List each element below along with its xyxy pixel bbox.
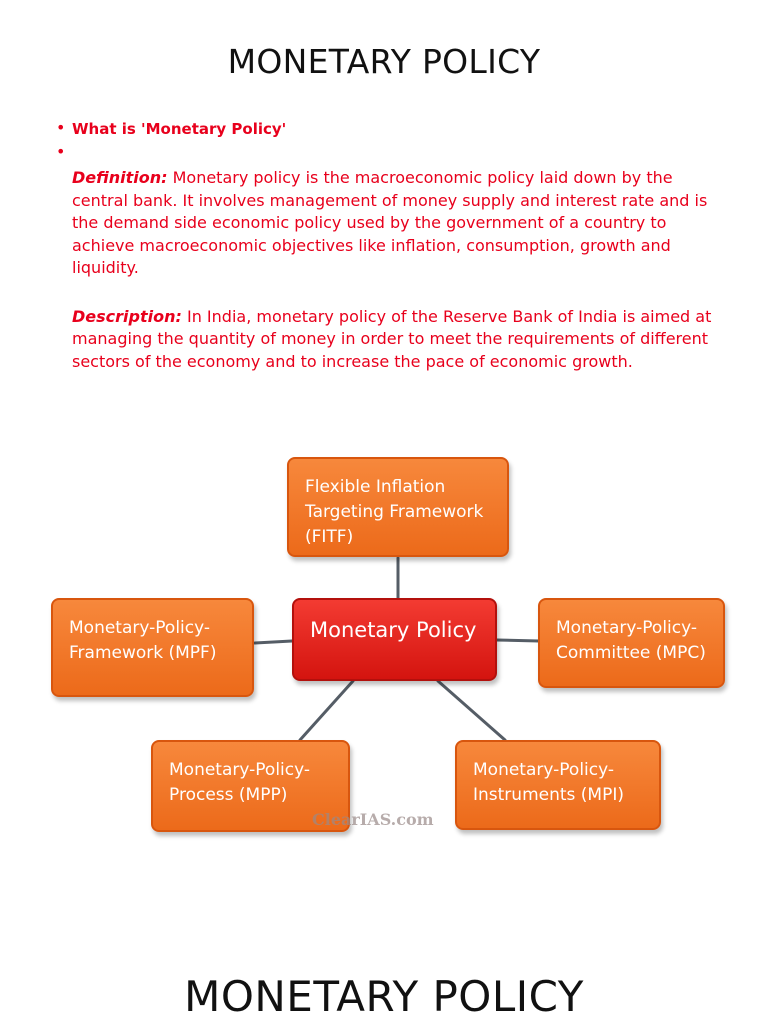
node-fitf: Flexible Inflation Targeting Framework (FITF) [287,457,509,557]
node-mpc: Monetary-Policy-Committee (MPC) [538,598,725,688]
definition-paragraph [72,167,716,280]
connector-left [255,641,292,643]
bullet-list [56,117,716,373]
description-text: In India, monetary policy of the Reserve Bank of India is aimed at managing the quantity of money in order to meet the requirements of different sectors of the economy and to increase the pace of economic growth. [72,306,712,371]
bottom-title: MONETARY POLICY [184,972,584,1021]
bullet-icon: • [56,142,66,161]
bullet-icon: • [56,118,66,137]
node-mpi: Monetary-Policy-Instruments (MPI) [455,740,661,830]
page-title: MONETARY POLICY [227,42,541,81]
node-center: Monetary Policy [292,598,497,681]
description-paragraph [72,306,716,374]
watermark-text: ClearIAS.com [312,810,434,829]
list-item [56,141,716,163]
bullet-heading: What is 'Monetary Policy' [72,120,287,138]
connector-right [497,640,539,641]
connector-bottom-right [438,681,505,740]
definition-label: Definition: [72,168,168,187]
list-item [56,117,716,141]
node-mpp: Monetary-Policy-Process (MPP) [151,740,350,832]
node-mpf: Monetary-Policy-Framework (MPF) [51,598,254,697]
definition-text: Monetary policy is the macroeconomic policy laid down by the central bank. It involves management of money supply and interest rate and is the demand side economic policy used by the government of a country to achieve macroeconomic objectives like inflation, consumption, growth and liquidity. [72,168,708,277]
monetary-policy-diagram [0,450,768,850]
description-label: Description: [72,306,182,326]
connector-bottom-left [300,681,353,740]
